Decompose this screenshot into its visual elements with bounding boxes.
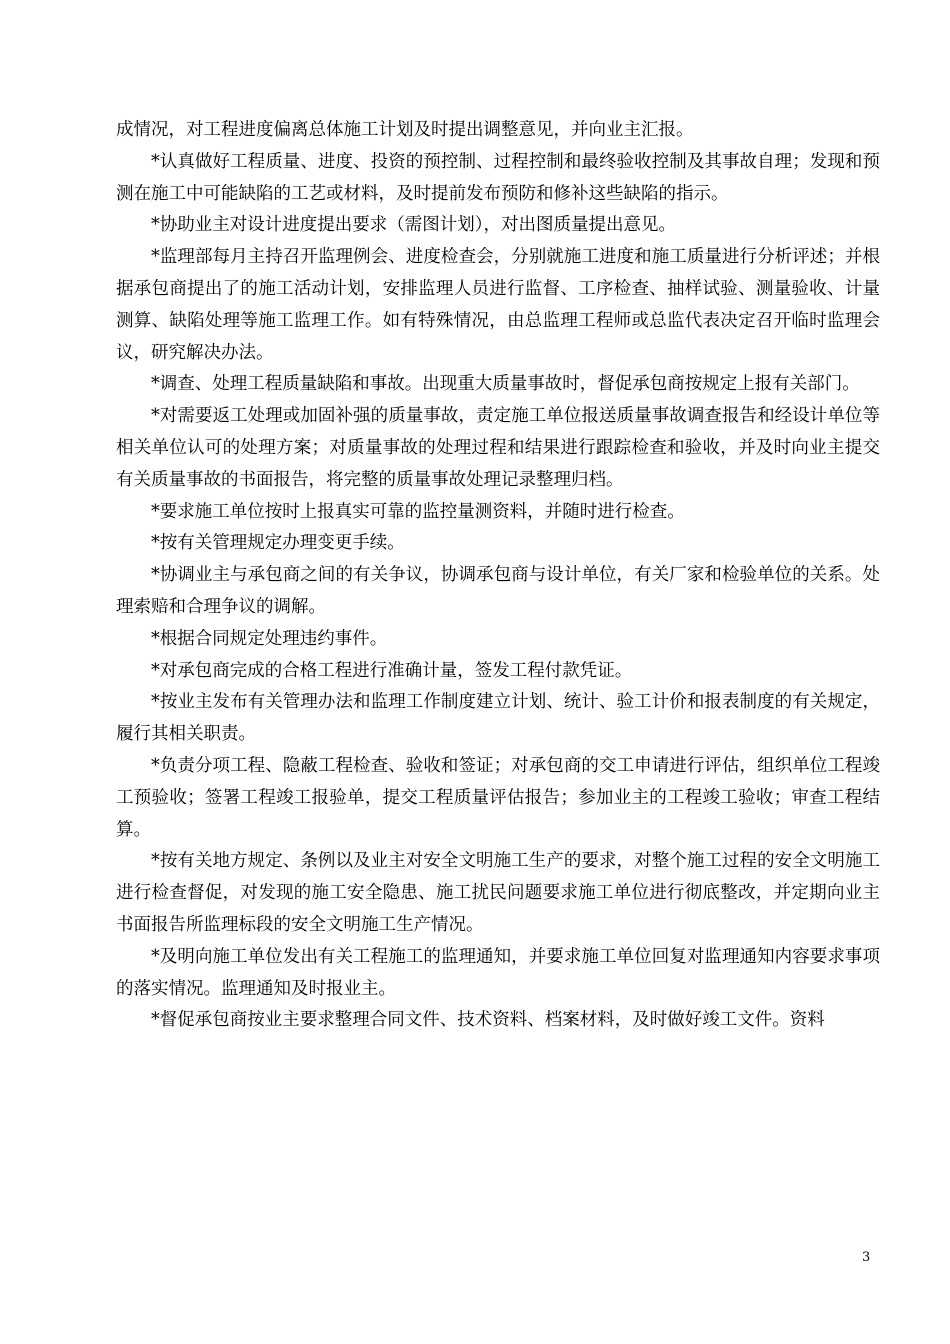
page-number: 3 <box>862 1250 871 1265</box>
paragraph-notice: *及明向施工单位发出有关工程施工的监理通知，并要求施工单位回复对监理通知内容要求事项的落实情况。监理通知及时报业主。 <box>116 946 880 999</box>
paragraph-acceptance: *负责分项工程、隐蔽工程检查、验收和签证；对承包商的交工申请进行评估，组织单位工程竣工预验收；签署工程竣工报验单，提交工程质量评估报告；参加业主的工程竣工验收；审查工程结算。 <box>116 755 880 840</box>
paragraph-monthly-meeting: *监理部每月主持召开监理例会、进度检查会，分别就施工进度和施工质量进行分析评述；并根据承包商提出了的施工活动计划，安排监理人员进行监督、工序检查、抽样试验、测量验收、计量测算、缺陷处理等施工监理工作。如有特殊情况，由总监理工程师或总监代表决定召开临时监理会议，研究解决办法。 <box>116 247 880 363</box>
paragraph-archives: *督促承包商按业主要求整理合同文件、技术资料、档案材料，及时做好竣工文件。资料 <box>151 1010 825 1031</box>
paragraph-change-procedure: *按有关管理规定办理变更手续。 <box>151 533 405 554</box>
paragraph-defect-investigation: *调查、处理工程质量缺陷和事故。出现重大质量事故时，督促承包商按规定上报有关部门。 <box>151 374 860 395</box>
paragraph-safety: *按有关地方规定、条例以及业主对安全文明施工生产的要求，对整个施工过程的安全文明施工进行检查督促，对发现的施工安全隐患、施工扰民问题要求施工单位进行彻底整改，并定期向业主书面报告所监理标段的安全文明施工生产情况。 <box>116 851 880 935</box>
paragraph-dispute-coordination: *协调业主与承包商之间的有关争议，协调承包商与设计单位，有关厂家和检验单位的关系。处理索赔和合理争议的调解。 <box>116 565 880 617</box>
paragraph-reporting-system: *按业主发布有关管理办法和监理工作制度建立计划、统计、验工计价和报表制度的有关规定，履行其相关职责。 <box>116 692 880 745</box>
paragraph-rework: *对需要返工处理或加固补强的质量事故，责定施工单位报送质量事故调查报告和经设计单位等相关单位认可的处理方案；对质量事故的处理过程和结果进行跟踪检查和验收，并及时向业主提交有关质量事故的书面报告，将完整的质量事故处理记录整理归档。 <box>116 406 880 490</box>
paragraph-measurement: *对承包商完成的合格工程进行准确计量，签发工程付款凭证。 <box>151 660 633 681</box>
paragraph-continued: 成情况，对工程进度偏离总体施工计划及时提出调整意见，并向业主汇报。 <box>116 120 694 140</box>
document-body <box>116 115 880 1037</box>
paragraph-quality-control: *认真做好工程质量、进度、投资的预控制、过程控制和最终验收控制及其事故自理；发现和预测在施工中可能缺陷的工艺或材料，及时提前发布预防和修补这些缺陷的指示。 <box>116 151 880 204</box>
paragraph-breach: *根据合同规定处理违约事件。 <box>151 628 388 649</box>
paragraph-monitoring-data: *要求施工单位按时上报真实可靠的监控量测资料，并随时进行检查。 <box>151 501 685 522</box>
paragraph-design-progress: *协助业主对设计进度提出要求（需图计划），对出图质量提出意见。 <box>151 215 676 236</box>
